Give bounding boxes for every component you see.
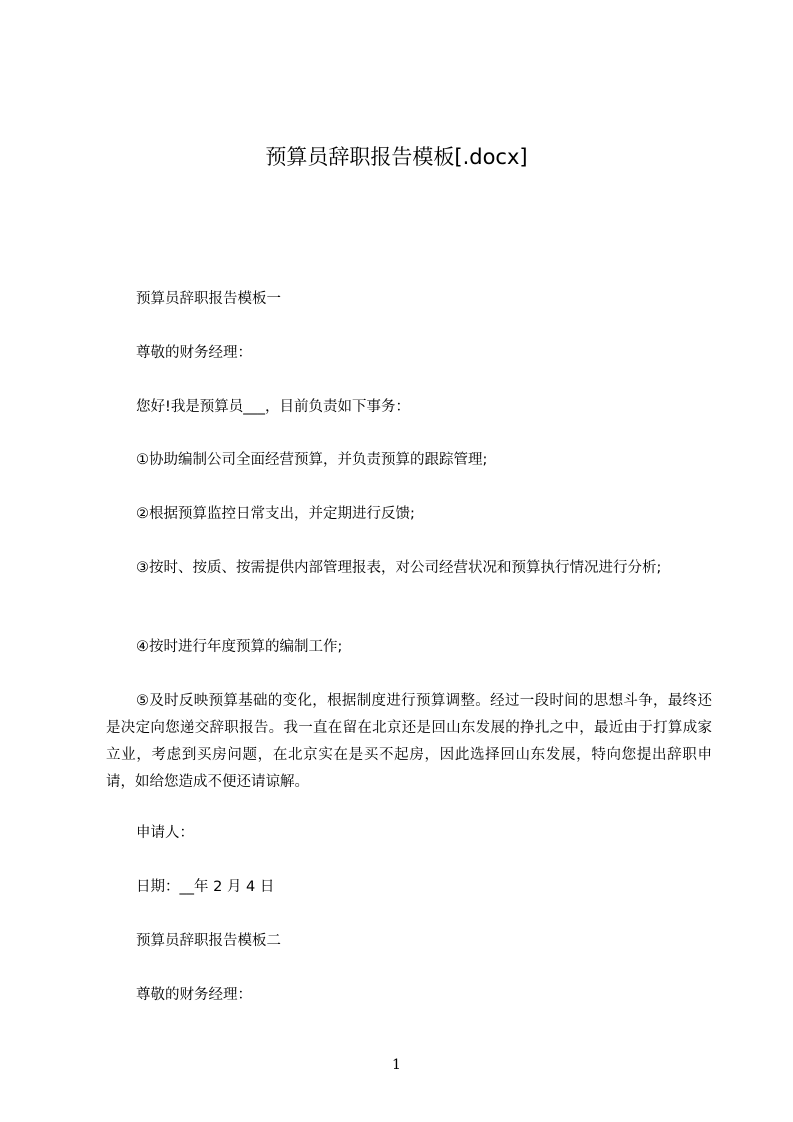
- greeting-line: 您好!我是预算员___，目前负责如下事务：: [136, 399, 411, 415]
- duty-item-1: ①协助编制公司全面经营预算，并负责预算的跟踪管理;: [136, 452, 488, 468]
- duty-item-4: ④按时进行年度预算的编制工作;: [136, 639, 343, 655]
- section-heading-template-two: 预算员辞职报告模板二: [136, 933, 281, 949]
- duty-item-3: ③按时、按质、按需提供内部管理报表，对公司经营状况和预算执行情况进行分析;: [136, 560, 662, 576]
- page-number: 1: [392, 1057, 401, 1073]
- date-line: 日期：__年 2 月 4 日: [136, 879, 275, 895]
- duty-item-2: ②根据预算监控日常支出，并定期进行反馈;: [136, 506, 415, 522]
- duty-item-5-body: ⑤及时反映预算基础的变化，根据制度进行预算调整。经过一段时间的思想斗争，最终还是决定向您递交辞职报告。我一直在留在北京还是回山东发展的挣扎之中，最近由于打算成家立业，考虑到买房问题，在北京实在是买不起房，因此选择回山东发展，特向您提出辞职申请，如给您造成不便还请谅解。: [106, 693, 712, 790]
- salutation: 尊敬的财务经理：: [136, 345, 252, 361]
- document-title: 预算员辞职报告模板[.docx]: [265, 145, 528, 169]
- salutation-two: 尊敬的财务经理：: [136, 987, 252, 1003]
- section-heading-template-one: 预算员辞职报告模板一: [136, 291, 281, 307]
- applicant-line: 申请人：: [136, 825, 194, 841]
